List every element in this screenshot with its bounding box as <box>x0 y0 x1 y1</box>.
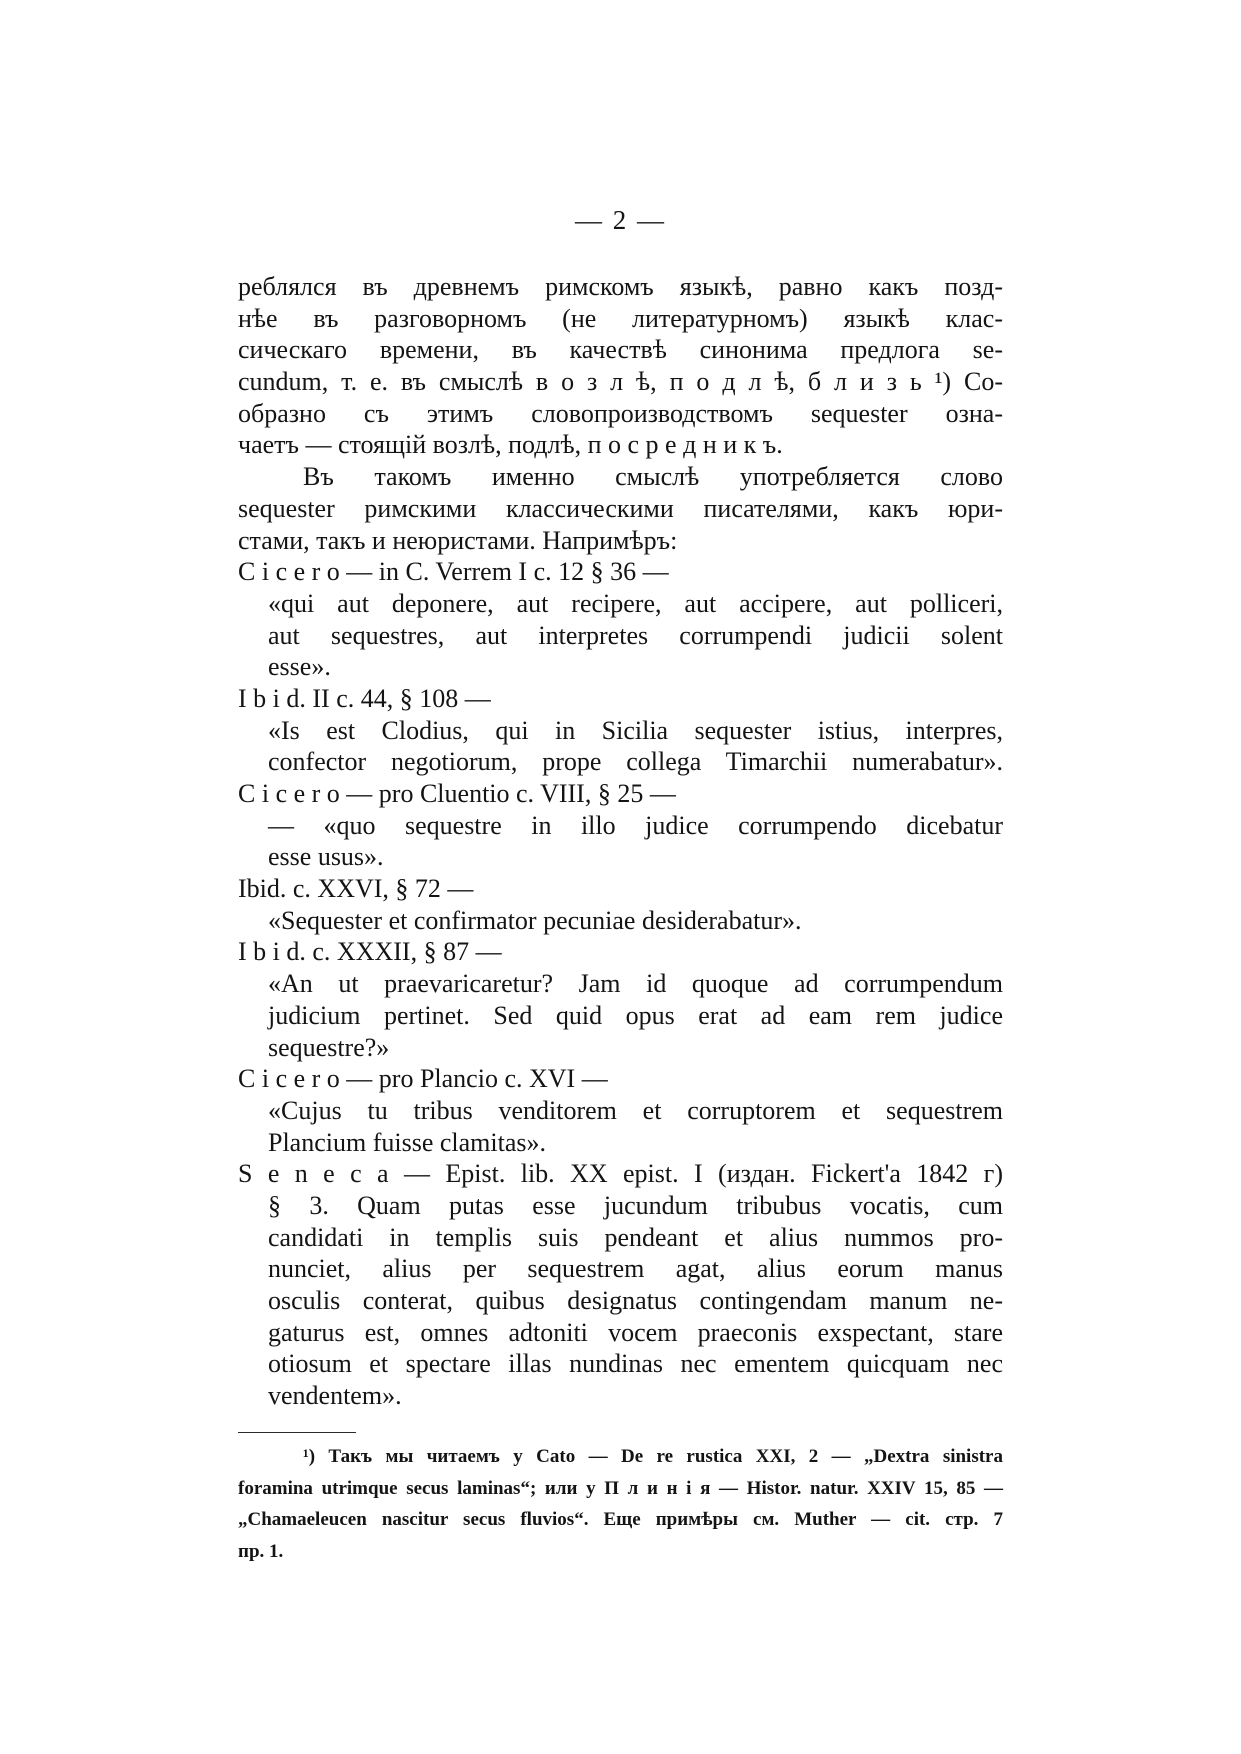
text-line: нѣе въ разговорномъ (не литературномъ) языкѣ клас- <box>238 303 1003 333</box>
footnote <box>238 1445 1003 1572</box>
text-line: реблялся въ древнемъ римскомъ языкѣ, равно какъ позд- <box>238 272 1003 301</box>
text-line: I b i d. II c. 44, § 108 — <box>238 683 491 713</box>
text-line: gaturus est, omnes adtoniti vocem praeconis exspectant, stare <box>268 1317 1003 1347</box>
text-line: aut sequestres, aut interpretes corrumpendi judicii solent <box>268 620 1003 650</box>
text-line: C i c e r o — pro Plancio c. XVI — <box>238 1064 608 1094</box>
text-line: cundum, т. е. въ смыслѣ в о з л ѣ, п о д л ѣ, б л и з ь ¹) Со- <box>238 367 1003 397</box>
body-text <box>238 271 1003 1412</box>
text-line: — «quo sequestre in illo judice corrumpendo dicebatur <box>268 810 1003 840</box>
text-line: C i c e r o — in C. Verrem I c. 12 § 36 — <box>238 557 669 587</box>
text-line: C i c e r o — pro Cluentio c. VIII, § 25 — <box>238 779 676 808</box>
footnote-divider <box>238 1432 356 1433</box>
text-line: «Cujus tu tribus venditorem et corruptorem et sequestrem <box>268 1095 1003 1125</box>
text-line: «qui aut deponere, aut recipere, aut accipere, aut polliceri, <box>268 588 1003 618</box>
text-line: I b i d. c. XXXII, § 87 — <box>238 937 502 967</box>
text-line: judicium pertinet. Sed quid opus erat ad eam rem judice <box>268 1000 1003 1030</box>
text-line: сическаго времени, въ качествѣ синонима предлога se- <box>238 335 1003 365</box>
text-line: стами, такъ и неюристами. Напримѣръ: <box>238 525 678 555</box>
text-line: vendentem». <box>268 1381 402 1411</box>
text-line: «An ut praevaricaretur? Jam id quoque ad corrumpendum <box>268 969 1003 999</box>
footnote-line: ¹) Такъ мы читаемъ у Cato — De re rustica XXI, 2 — „Dextra sinistra <box>303 1446 1003 1467</box>
text-line: Ibid. c. XXVI, § 72 — <box>238 874 474 904</box>
text-line: Plancium fuisse clamitas». <box>268 1127 547 1157</box>
text-line: esse usus». <box>268 842 384 872</box>
footnote-line: foramina utrimque secus laminas“; или у П л и н і я — Histor. natur. XXIV 15, 85 — <box>238 1477 1003 1499</box>
text-line: § 3. Quam putas esse jucundum tribubus vocatis, cum <box>268 1190 1003 1220</box>
text-line: confector negotiorum, prope collega Timarchii numerabatur». <box>268 747 1003 777</box>
text-line: esse». <box>268 652 331 682</box>
footnote-line: „Chamaeleucen nascitur secus fluvios“. Еще примѣры см. Muther — cit. стр. 7 <box>238 1509 1003 1531</box>
text-line: nunciet, alius per sequestrem agat, alius eorum manus <box>268 1254 1003 1284</box>
text-line: sequester римскими классическими писателями, какъ юри- <box>238 493 1003 523</box>
text-line: candidati in templis suis pendeant et alius nummos pro- <box>268 1222 1003 1252</box>
text-line: Въ такомъ именно смыслѣ употребляется слово <box>303 462 1003 492</box>
text-line: образно съ этимъ словопроизводствомъ sequester озна- <box>238 398 1003 428</box>
text-line: S e n e c a — Epist. lib. XX epist. I (издан. Fickert'a 1842 г) <box>238 1159 1003 1189</box>
text-line: «Is est Clodius, qui in Sicilia sequester istius, interpres, <box>268 715 1003 745</box>
text-line: «Sequester et confirmator pecuniae desiderabatur». <box>268 905 802 935</box>
footnote-line: пр. 1. <box>238 1541 284 1563</box>
text-line: чаетъ — стоящій возлѣ, подлѣ, п о с р е д н и к ъ. <box>238 430 783 460</box>
page-number: — 2 — <box>575 205 666 235</box>
text-line: osculis conterat, quibus designatus contingendam manum ne- <box>268 1286 1003 1315</box>
text-line: otiosum et spectare illas nundinas nec ementem quicquam nec <box>268 1349 1003 1379</box>
text-line: sequestre?» <box>268 1032 390 1062</box>
